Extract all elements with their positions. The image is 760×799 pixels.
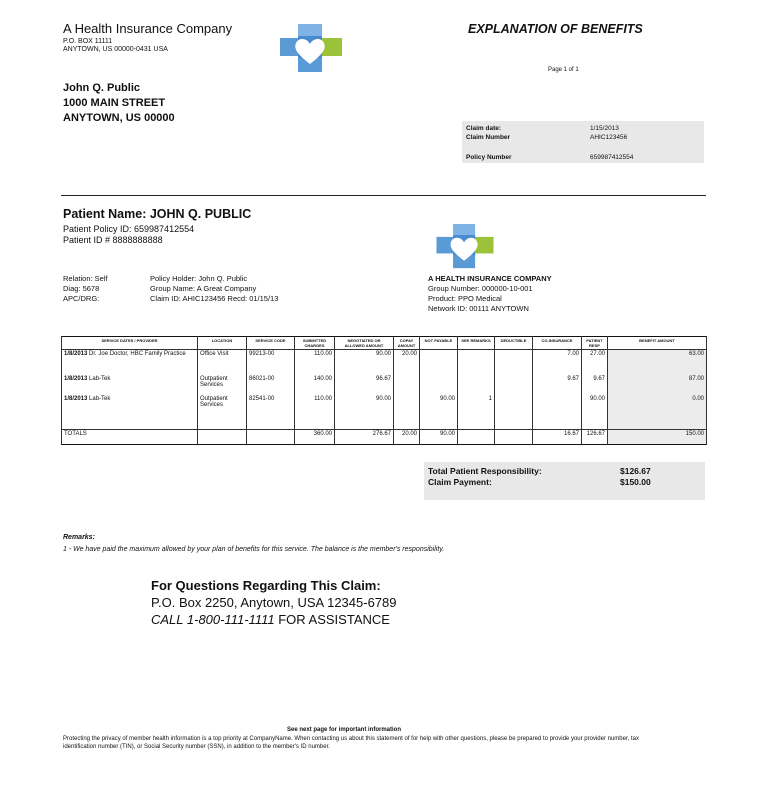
claim-payment-label: Claim Payment: <box>428 477 492 487</box>
col-header: BENEFIT AMOUNT <box>608 337 707 350</box>
see-remarks: 1 <box>458 395 495 429</box>
provider: Lab-Tek <box>89 396 111 403</box>
allowed-amount: 90.00 <box>335 350 394 375</box>
provider: Dr. Joe Doctor, HBC Family Practice <box>89 351 186 357</box>
remarks-text: 1 - We have paid the maximum allowed by your plan of benefits for this service. The balance is the member's responsibility. <box>63 546 445 553</box>
insurer-name: A HEALTH INSURANCE COMPANY <box>428 274 552 283</box>
service-cell <box>62 395 198 429</box>
service-date: 1/8/2013 <box>64 396 88 403</box>
total-allowed: 276.67 <box>335 430 394 445</box>
col-header: SERVICE CODE <box>247 337 295 350</box>
claim-date-value: 1/15/2013 <box>590 125 619 132</box>
page-number: Page 1 of 1 <box>548 67 579 73</box>
allowed-amount: 96.67 <box>335 375 394 396</box>
service-date: 1/8/2013 <box>64 375 88 382</box>
totals-row <box>62 430 707 445</box>
claim-info-box <box>462 121 704 163</box>
col-header: SEE REMARKS <box>458 337 495 350</box>
claim-date-label: Claim date: <box>466 125 502 132</box>
member-street: 1000 MAIN STREET <box>63 97 166 109</box>
patient-name: Patient Name: JOHN Q. PUBLIC <box>63 207 252 221</box>
location: Outpatient Services <box>198 375 247 396</box>
questions-address: P.O. Box 2250, Anytown, USA 12345-6789 <box>151 595 397 610</box>
total-submitted: 360.00 <box>295 430 335 445</box>
col-header: SUBMITTED CHARGES <box>295 337 335 350</box>
table-row <box>62 395 707 429</box>
submitted-charges: 110.00 <box>295 350 335 375</box>
col-header: NOT PAYABLE <box>420 337 458 350</box>
patient-resp: 90.00 <box>582 395 608 429</box>
table-row <box>62 375 707 396</box>
claim-number-label: Claim Number <box>466 134 511 141</box>
member-city: ANYTOWN, US 00000 <box>63 112 175 124</box>
submitted-charges: 110.00 <box>295 395 335 429</box>
service-code: 86021-00 <box>247 375 295 396</box>
questions-phone <box>151 612 390 627</box>
co-insurance <box>533 395 582 429</box>
total-not-payable: 90.00 <box>420 430 458 445</box>
document-title: EXPLANATION OF BENEFITS <box>468 22 643 36</box>
company-name: A Health Insurance Company <box>63 21 233 36</box>
table-header-row <box>62 337 707 350</box>
deductible <box>495 350 533 375</box>
col-header: SERVICE DATES / PROVIDER <box>62 337 198 350</box>
allowed-amount: 90.00 <box>335 395 394 429</box>
not-payable: 90.00 <box>420 395 458 429</box>
policy-number-label: Policy Number <box>466 154 512 161</box>
col-header: LOCATION <box>198 337 247 350</box>
company-address-line-2: ANYTOWN, US 00000-0431 USA <box>63 46 168 53</box>
network-id: Network ID: 00111 ANYTOWN <box>428 304 529 313</box>
relation: Relation: Self <box>63 274 108 283</box>
patient-resp: 27.00 <box>582 350 608 375</box>
claim-number-value: AHIC123456 <box>590 134 628 141</box>
benefit-amount: 63.00 <box>608 350 707 375</box>
col-header: CO-INSURANCE <box>533 337 582 350</box>
diagnosis: Diag: 5678 <box>63 284 100 293</box>
col-header: PATIENT RESP <box>582 337 608 350</box>
not-payable <box>420 350 458 375</box>
patient-ids <box>63 224 194 246</box>
claim-payment-value: $150.00 <box>620 477 651 487</box>
patient-resp: 9.67 <box>582 375 608 396</box>
col-header: COPAY AMOUNT <box>394 337 420 350</box>
remarks-title: Remarks: <box>63 534 95 541</box>
deductible <box>495 375 533 396</box>
not-payable <box>420 375 458 396</box>
location: Office Visit <box>198 350 247 375</box>
member-address <box>63 81 175 126</box>
service-cell <box>62 375 198 396</box>
submitted-charges: 140.00 <box>295 375 335 396</box>
insurer-details <box>428 274 552 314</box>
policy-holder: Policy Holder: John Q. Public <box>150 274 248 283</box>
group-number: Group Number: 000000-10-001 <box>428 284 533 293</box>
benefit-amount: 87.00 <box>608 375 707 396</box>
policy-number-value: 659987412554 <box>590 154 634 161</box>
total-co-insurance: 16.67 <box>533 430 582 445</box>
col-header: NEGOTIATED OR ALLOWED AMOUNT <box>335 337 394 350</box>
see-remarks <box>458 375 495 396</box>
location: Outpatient Services <box>198 395 247 429</box>
apc-drg: APC/DRG: <box>63 294 100 303</box>
company-address <box>63 38 168 54</box>
service-code: 82541-00 <box>247 395 295 429</box>
company-address-line-1: P.O. BOX 11111 <box>63 38 113 45</box>
copay-amount: 20.00 <box>394 350 420 375</box>
company-logo-icon <box>280 24 342 74</box>
insurer-logo-icon <box>436 224 494 270</box>
copay-amount <box>394 395 420 429</box>
product: Product: PPO Medical <box>428 294 502 303</box>
table-row <box>62 350 707 375</box>
see-remarks <box>458 350 495 375</box>
patient-details-middle <box>150 274 278 304</box>
section-divider <box>61 195 706 196</box>
totals-label: TOTALS <box>62 430 198 445</box>
copay-amount <box>394 375 420 396</box>
patient-details-left <box>63 274 108 304</box>
service-code: 99213-00 <box>247 350 295 375</box>
claim-id: Claim ID: AHIC123456 Recd: 01/15/13 <box>150 294 279 303</box>
questions-title: For Questions Regarding This Claim: <box>151 578 381 593</box>
phone-suffix: FOR ASSISTANCE <box>274 612 390 627</box>
services-table <box>61 336 707 445</box>
group-name: Group Name: A Great Company <box>150 284 257 293</box>
patient-responsibility-value: $126.67 <box>620 466 651 476</box>
payment-summary-box <box>424 462 705 500</box>
service-date: 1/8/2013 <box>64 351 88 357</box>
patient-responsibility-label: Total Patient Responsibility: <box>428 466 542 476</box>
total-patient-resp: 126.67 <box>582 430 608 445</box>
patient-id: Patient ID # 8888888888 <box>63 235 163 245</box>
member-name: John Q. Public <box>63 82 141 94</box>
benefit-amount: 0.00 <box>608 395 707 429</box>
col-header: DEDUCTIBLE <box>495 337 533 350</box>
patient-policy-id: Patient Policy ID: 659987412554 <box>63 224 195 234</box>
provider: Lab-Tek <box>89 375 111 382</box>
co-insurance: 9.67 <box>533 375 582 396</box>
service-cell <box>62 350 198 375</box>
total-copay: 20.00 <box>394 430 420 445</box>
privacy-notice: Protecting the privacy of member health information is a top priority at CompanyName. When contacting us about this statement of for help with other questions, please be prepared to provide your provider number, tax identification number (TIN), or Social Security number (SSN), in addition to the member's ID number. <box>63 736 639 750</box>
co-insurance: 7.00 <box>533 350 582 375</box>
see-next-page-note: See next page for important information <box>286 727 401 733</box>
total-benefit: 150.00 <box>608 430 707 445</box>
deductible <box>495 395 533 429</box>
phone-number: CALL 1-800-111-1111 <box>151 612 275 627</box>
